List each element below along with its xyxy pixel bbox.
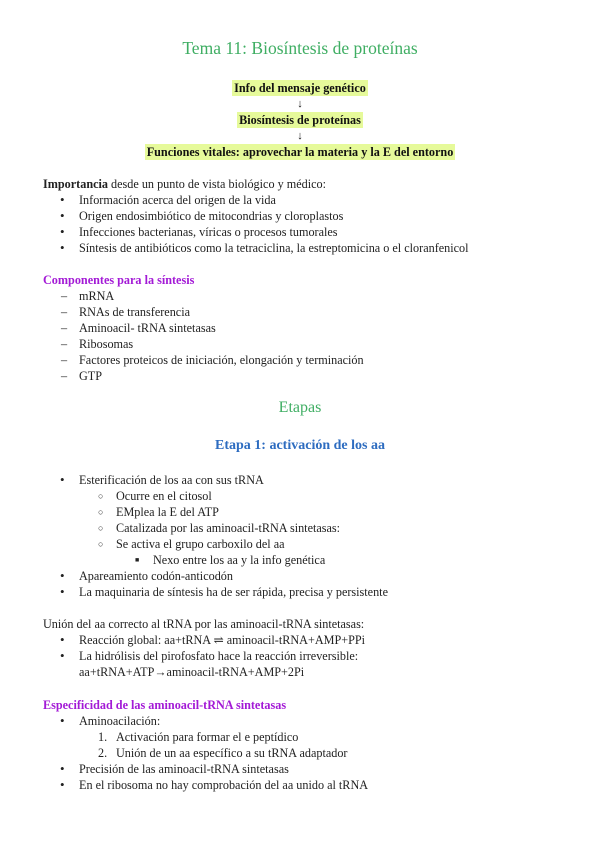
list-item: • Precisión de las aminoacil-tRNA sintetasas xyxy=(43,761,573,777)
especificidad-numbered-list xyxy=(43,729,573,761)
list-item: • Infecciones bacterianas, víricas o procesos tumorales xyxy=(43,224,573,240)
importancia-lead xyxy=(43,176,573,192)
list-item xyxy=(43,745,573,761)
etapa1-sublist xyxy=(43,488,573,552)
list-item: – Ribosomas xyxy=(43,336,573,352)
list-item: ○ Catalizada por las aminoacil-tRNA sintetasas: xyxy=(43,520,573,536)
list-item: • La maquinaria de síntesis ha de ser rápida, precisa y persistente xyxy=(43,584,573,600)
list-item: ■ Nexo entre los aa y la info genética xyxy=(43,552,573,568)
etapa1-heading: Etapa 1: activación de los aa xyxy=(215,438,385,453)
etapa1-subsublist xyxy=(43,552,573,568)
importancia-bold: Importancia xyxy=(43,177,108,191)
hidrolisis-line-2: aa+tRNA+ATP→aminoacil-tRNA+AMP+2Pi xyxy=(79,665,305,679)
especificidad-heading: Especificidad de las aminoacil-tRNA sintetasas xyxy=(43,698,287,712)
etapa1-section xyxy=(43,472,573,600)
item-number: 2. xyxy=(98,746,108,760)
importancia-rest: desde un punto de vista biológico y médico: xyxy=(108,177,326,191)
item-text: Unión de un aa específico a su tRNA adaptador xyxy=(116,746,348,760)
hidrolisis-line-1: La hidrólisis del pirofosfato hace la reacción irreversible: xyxy=(79,649,359,663)
union-section xyxy=(43,616,573,680)
etapa1-list-cont xyxy=(43,568,573,600)
especificidad-list-cont xyxy=(43,761,573,793)
list-item: • Aminoacilación: xyxy=(43,713,573,729)
list-item: • Síntesis de antibióticos como la tetraciclina, la estreptomicina o el cloranfenicol xyxy=(43,240,573,256)
flow-step-1: Info del mensaje genético xyxy=(234,81,366,95)
list-item: • Reacción global: aa+tRNA ⇌ aminoacil-tRNA+AMP+PPi xyxy=(43,632,573,648)
list-item: – Aminoacil- tRNA sintetasas xyxy=(43,320,573,336)
item-number: 1. xyxy=(98,730,108,744)
down-arrow-icon: ↓ xyxy=(297,98,303,110)
list-item: • Origen endosimbiótico de mitocondrias y cloroplastos xyxy=(43,208,573,224)
down-arrow-icon: ↓ xyxy=(297,130,303,142)
union-lead: Unión del aa correcto al tRNA por las aminoacil-tRNA sintetasas: xyxy=(43,617,365,631)
item-text: Activación para formar el e peptídico xyxy=(116,730,299,744)
especificidad-list xyxy=(43,713,573,729)
list-item: ○ Se activa el grupo carboxilo del aa xyxy=(43,536,573,552)
list-item: • Información acerca del origen de la vida xyxy=(43,192,573,208)
list-item: ○ EMplea la E del ATP xyxy=(43,504,573,520)
list-item xyxy=(43,648,573,680)
page-title: Tema 11: Biosíntesis de proteínas xyxy=(182,38,418,58)
flow-step-2: Biosíntesis de proteínas xyxy=(239,113,361,127)
componentes-list xyxy=(43,288,573,384)
list-item: • Apareamiento codón-anticodón xyxy=(43,568,573,584)
union-list xyxy=(43,632,573,680)
flow-diagram xyxy=(0,80,600,160)
especificidad-section xyxy=(43,697,573,793)
componentes-section xyxy=(43,272,573,384)
list-item: ○ Ocurre en el citosol xyxy=(43,488,573,504)
list-item: • Esterificación de los aa con sus tRNA xyxy=(43,472,573,488)
componentes-heading: Componentes para la síntesis xyxy=(43,273,195,287)
etapas-heading: Etapas xyxy=(278,399,322,416)
list-item: – mRNA xyxy=(43,288,573,304)
etapa1-list xyxy=(43,472,573,488)
importancia-list xyxy=(43,192,573,256)
importancia-section xyxy=(43,176,573,256)
list-item: • En el ribosoma no hay comprobación del aa unido al tRNA xyxy=(43,777,573,793)
list-item: – RNAs de transferencia xyxy=(43,304,573,320)
list-item xyxy=(43,729,573,745)
list-item: – GTP xyxy=(43,368,573,384)
flow-step-3: Funciones vitales: aprovechar la materia y la E del entorno xyxy=(146,145,454,159)
list-item: – Factores proteicos de iniciación, elongación y terminación xyxy=(43,352,573,368)
